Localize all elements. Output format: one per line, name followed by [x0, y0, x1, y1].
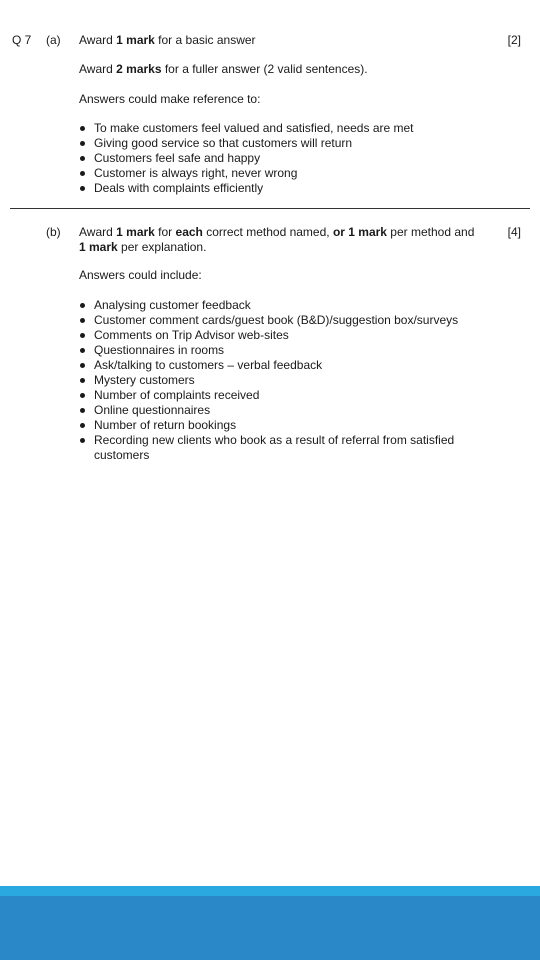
text: for a fuller answer (2 valid sentences).	[161, 62, 368, 76]
bullet-list	[79, 121, 499, 196]
list-item: Deals with complaints efficiently	[79, 181, 499, 196]
part-b-label: (b)	[46, 225, 61, 239]
list-item: Customers feel safe and happy	[79, 151, 499, 166]
list-item: Ask/talking to customers – verbal feedback	[79, 358, 499, 373]
part-b-marks: [4]	[507, 225, 521, 239]
list-item: To make customers feel valued and satisfied, needs are met	[79, 121, 499, 136]
text: Award	[79, 62, 117, 76]
bold-text: 1 mark	[116, 33, 155, 47]
bold-text: 1 mark	[116, 225, 155, 239]
list-item	[79, 433, 499, 463]
text: for a basic answer	[154, 33, 256, 47]
list-item: Customer comment cards/guest book (B&D)/suggestion box/surveys	[79, 313, 499, 328]
part-a-marks: [2]	[507, 33, 521, 47]
part-b-award-text	[79, 225, 499, 255]
list-item-line-2: customers	[94, 448, 150, 462]
list-item: Giving good service so that customers will return	[79, 136, 499, 151]
list-item: Number of complaints received	[79, 388, 499, 403]
part-b-intro: Answers could include:	[79, 268, 202, 282]
text: correct method named,	[202, 225, 333, 239]
award-line-2	[79, 240, 499, 255]
bold-text: 1 mark	[79, 240, 118, 254]
list-item: Analysing customer feedback	[79, 298, 499, 313]
part-a-award-line-1	[79, 33, 499, 48]
award-line-1	[79, 225, 499, 240]
footer-accent-band	[0, 886, 540, 896]
list-item: Customer is always right, never wrong	[79, 166, 499, 181]
text: per method and	[386, 225, 475, 239]
bullet-list	[79, 298, 499, 463]
section-divider	[10, 208, 530, 209]
list-item: Mystery customers	[79, 373, 499, 388]
part-a-intro: Answers could make reference to:	[79, 92, 261, 106]
list-item: Questionnaires in rooms	[79, 343, 499, 358]
part-a-award-line-2	[79, 62, 499, 77]
part-b-bullet-list	[79, 298, 499, 463]
text: per explanation.	[117, 240, 207, 254]
text: Award	[79, 33, 117, 47]
list-item: Online questionnaires	[79, 403, 499, 418]
list-item-line-1: Recording new clients who book as a result of referral from satisfied	[94, 433, 455, 447]
text: for	[154, 225, 176, 239]
part-a-label: (a)	[46, 33, 61, 47]
bold-text: or 1 mark	[332, 225, 387, 239]
part-a-bullet-list	[79, 121, 499, 196]
footer-band	[0, 896, 540, 960]
list-item: Comments on Trip Advisor web-sites	[79, 328, 499, 343]
question-number: Q 7	[12, 33, 32, 47]
bold-text: each	[175, 225, 203, 239]
text: Award	[79, 225, 117, 239]
list-item: Number of return bookings	[79, 418, 499, 433]
bold-text: 2 marks	[116, 62, 162, 76]
